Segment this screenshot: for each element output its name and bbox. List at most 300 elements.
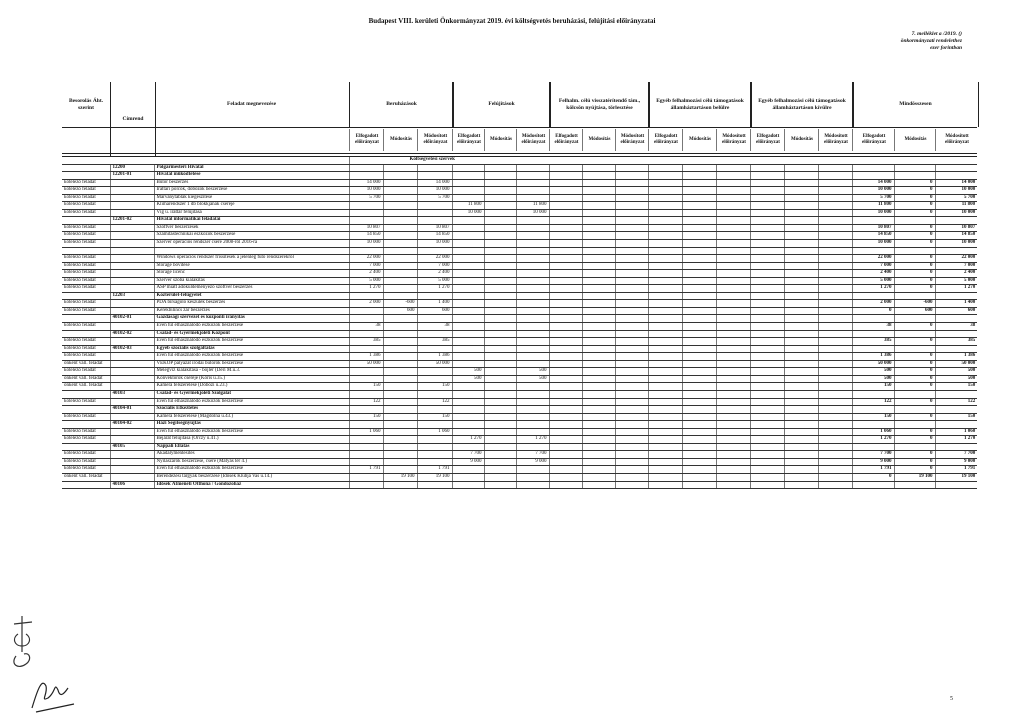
cell-value [549,473,582,481]
cell-value [383,194,417,202]
cell-value: 19 100 [383,473,417,481]
cell-besorolas: kötelező feladat [62,202,110,210]
cell-value [716,466,750,474]
cell-besorolas: kötelező feladat [62,466,110,474]
table-row [62,194,977,202]
cell-value: 10 000 [852,240,894,248]
cell-value [716,436,750,444]
cell-value [484,209,516,217]
sub-header-modositas: Módosítás [383,129,418,151]
cell-value [818,375,852,383]
cell-value [615,255,648,263]
cell-value: 14 850 [852,232,894,240]
cell-value: 9 000 [452,458,484,466]
cell-value: 5 700 [935,194,977,202]
cell-value: 500 [516,368,549,376]
cell-value [750,323,784,331]
cell-value [682,262,716,270]
cell-value: 22 000 [417,255,452,263]
cell-value: 10 000 [452,209,484,217]
cell-value: 0 [894,466,935,474]
cell-value: 10 000 [852,209,894,217]
cell-value [682,443,716,451]
cell-cimrend: 40102-03 [110,345,154,353]
cell-value [750,458,784,466]
sub-header-modositas: Módosítás [682,129,717,151]
cell-value [549,413,582,421]
cell-value [484,398,516,406]
cell-value [615,187,648,195]
section-row [62,330,977,338]
cell-value [349,458,383,466]
cell-besorolas: önként váll. feladat [62,375,110,383]
cell-value [818,179,852,187]
header-beruhazasok: Beruházások [349,82,454,127]
header-mindosszesen: Mindösszesen [852,82,979,127]
cell-value: 1 386 [935,353,977,361]
cell-value [484,481,516,489]
cell-value: 2 000 [349,300,383,308]
cell-value [582,292,615,300]
cell-value [615,194,648,202]
cell-value [750,473,784,481]
cell-value [549,307,582,315]
cell-value [452,323,484,331]
cell-value [648,466,682,474]
section-row [62,390,977,398]
cell-value [648,421,682,429]
cell-value [682,421,716,429]
cell-value [818,202,852,210]
cell-value [549,451,582,459]
cell-value [750,406,784,414]
cell-value [582,202,615,210]
header-felhalm: Felhalm. célú visszatérítendő tám., kölcsön nyújtása, törlesztése [549,82,650,127]
cell-value [716,307,750,315]
cell-value [582,383,615,391]
table-row [62,270,977,278]
cell-besorolas [62,217,110,225]
cell-value [784,270,818,278]
cell-value [383,179,417,187]
cell-value [383,164,417,172]
cell-value [818,164,852,172]
cell-value [784,315,818,323]
cell-besorolas: kötelező feladat [62,345,110,353]
cell-value: 0 [894,224,935,232]
cell-value: 7 000 [417,262,452,270]
cell-value [615,443,648,451]
cell-value [383,428,417,436]
cell-value [549,398,582,406]
cell-value [682,179,716,187]
cell-value [349,292,383,300]
cell-value [818,285,852,293]
cell-value [682,428,716,436]
cell-value [716,292,750,300]
cell-value [750,262,784,270]
cell-value [784,398,818,406]
cell-value: 9 000 [935,458,977,466]
cell-value [516,353,549,361]
cell-value [784,436,818,444]
cell-value [784,323,818,331]
cell-value [648,202,682,210]
cell-value [484,338,516,346]
cell-value: 38 [349,323,383,331]
cell-value [383,315,417,323]
cell-value [452,360,484,368]
cell-value [582,413,615,421]
cell-value [648,436,682,444]
cell-value [452,413,484,421]
cell-value: 500 [516,375,549,383]
cell-value [516,179,549,187]
cell-value [818,262,852,270]
cell-value: 9 000 [516,458,549,466]
cell-besorolas: kötelező feladat [62,285,110,293]
table-row [62,277,977,285]
cell-value [750,413,784,421]
cell-value [852,390,894,398]
cell-value: 0 [894,194,935,202]
cell-value [784,406,818,414]
cell-value: 0 [894,458,935,466]
cell-value [484,262,516,270]
cell-value [452,406,484,414]
cell-value: 11 800 [452,202,484,210]
cell-value [716,300,750,308]
cell-value [516,360,549,368]
cell-value [452,194,484,202]
cell-value [784,300,818,308]
annex-note [842,31,962,52]
cell-value [648,164,682,172]
cell-value [549,443,582,451]
cell-value [648,413,682,421]
cell-cimrend [110,300,154,308]
cell-value: 14 000 [852,179,894,187]
cell-value [549,360,582,368]
cell-value: 10 000 [935,187,977,195]
cell-value [582,451,615,459]
cell-besorolas [62,172,110,180]
cell-value [648,458,682,466]
cell-value [484,473,516,481]
cell-value [818,247,852,255]
cell-value [716,172,750,180]
cell-value [549,481,582,489]
cell-value: 11 800 [852,202,894,210]
cell-value [349,307,383,315]
cell-value [935,164,977,172]
cell-value [452,466,484,474]
cell-value [516,323,549,331]
cell-cimrend [110,209,154,217]
cell-value [516,300,549,308]
table-row [62,300,977,308]
cell-value: 600 [383,307,417,315]
cell-besorolas: kötelező feladat [62,436,110,444]
cell-value: 385 [349,338,383,346]
cell-value [383,240,417,248]
cell-value: 0 [852,473,894,481]
cell-value [818,292,852,300]
cell-value: 500 [935,375,977,383]
cell-besorolas [62,315,110,323]
cell-value: 7 700 [852,451,894,459]
cell-value: 600 [894,307,935,315]
cell-value [784,240,818,248]
cell-value [818,428,852,436]
cell-value [784,428,818,436]
cell-value [682,300,716,308]
cell-value [549,338,582,346]
cell-value: 50 000 [852,360,894,368]
cell-value [349,247,383,255]
cell-value [484,240,516,248]
cell-value [582,224,615,232]
cell-value [417,217,452,225]
cell-value [383,451,417,459]
cell-value: 14 850 [349,232,383,240]
table-header [62,82,977,157]
cell-value: 11 800 [516,202,549,210]
cell-value [484,164,516,172]
cell-feladat: Bútor beszerzés [154,179,349,187]
cell-cimrend [110,270,154,278]
cell-value [549,277,582,285]
cell-value [383,360,417,368]
cell-cimrend: 12200 [110,164,154,172]
cell-value [784,255,818,263]
cell-besorolas: kötelező feladat [62,353,110,361]
cell-value [852,172,894,180]
cell-value: 1 791 [852,466,894,474]
cell-value: 0 [894,436,935,444]
cell-value: 500 [452,375,484,383]
cell-value [516,277,549,285]
cell-value: 150 [417,383,452,391]
sub-header-modositas: Módosítás [894,129,936,151]
cell-value [349,315,383,323]
cell-value [750,436,784,444]
cell-value [582,255,615,263]
cell-cimrend [110,307,154,315]
cell-value [615,421,648,429]
cell-besorolas: kötelező feladat [62,323,110,331]
cell-value [784,443,818,451]
cell-value [648,255,682,263]
cell-cimrend [110,383,154,391]
cell-cimrend [110,247,154,255]
cell-value: 122 [417,398,452,406]
cell-value [582,277,615,285]
sub-header-modositott: Módosított előirányzat [716,129,751,151]
cell-value [383,338,417,346]
cell-value [852,247,894,255]
cell-value [549,179,582,187]
cell-value [784,247,818,255]
cell-value [784,353,818,361]
cell-value: 1 270 [852,436,894,444]
cell-value: 0 [894,360,935,368]
cell-value [383,172,417,180]
cell-feladat: Házi Segítségnyújtás [154,421,349,429]
cell-cimrend: 40103 [110,390,154,398]
cell-value [750,383,784,391]
cell-value [648,360,682,368]
cell-feladat: Konvektorok cseréje (Kőris u.35.) [154,375,349,383]
cell-value: 5 700 [417,194,452,202]
cell-value: 19 100 [894,473,935,481]
cell-value: 7 700 [516,451,549,459]
section-title: Költségvetési szervek [349,157,977,164]
cell-value: 10 807 [935,224,977,232]
cell-value [452,292,484,300]
cell-feladat: Hivatal informatikai feladatai [154,217,349,225]
table-row [62,368,977,376]
cell-value [784,172,818,180]
cell-value [818,307,852,315]
cell-value [935,172,977,180]
cell-value [484,315,516,323]
cell-value [852,292,894,300]
cell-value [784,224,818,232]
cell-value [648,232,682,240]
table-row [62,179,977,187]
cell-value [582,398,615,406]
cell-value [582,285,615,293]
cell-besorolas: kötelező feladat [62,300,110,308]
cell-cimrend [110,428,154,436]
cell-cimrend [110,375,154,383]
signature [28,668,78,718]
cell-value [818,345,852,353]
cell-value [818,209,852,217]
cell-value [516,224,549,232]
cell-besorolas: kötelező feladat [62,338,110,346]
cell-value [516,240,549,248]
cell-value [716,179,750,187]
cell-value: 10 807 [417,224,452,232]
cell-value [615,383,648,391]
cell-value: 1 270 [935,436,977,444]
cell-value [549,240,582,248]
cell-value [935,330,977,338]
cell-value: 0 [894,451,935,459]
cell-value: 150 [935,383,977,391]
cell-value [818,451,852,459]
cell-value [582,194,615,202]
cell-value [716,338,750,346]
cell-value: 600 [935,307,977,315]
cell-value: 0 [894,179,935,187]
sub-header-modositas: Módosítás [582,129,616,151]
cell-value [452,421,484,429]
cell-value [615,307,648,315]
cell-value [516,398,549,406]
cell-value: 50 000 [935,360,977,368]
cell-value [349,202,383,210]
cell-value [383,383,417,391]
cell-besorolas: önként váll. feladat [62,383,110,391]
cell-value [417,164,452,172]
cell-value: 10 807 [349,224,383,232]
cell-value [750,338,784,346]
cell-feladat: Szociális Étkeztetés [154,406,349,414]
cell-besorolas: kötelező feladat [62,368,110,376]
cell-cimrend: 40106 [110,481,154,489]
cell-value [484,270,516,278]
cell-value [582,458,615,466]
cell-feladat: Szerver operációs rendszer csere 2008-ról 2016-ra [154,240,349,248]
cell-value [784,202,818,210]
cell-value [615,202,648,210]
cell-value [682,307,716,315]
cell-value [716,443,750,451]
cell-feladat: Éven túl elhasználódó eszközök beszerzése [154,466,349,474]
section-row [62,406,977,414]
cell-value: 0 [894,202,935,210]
cell-value [484,345,516,353]
sub-header-elfogadott: Elfogadott előirányzat [852,129,895,151]
cell-value: 1 400 [935,300,977,308]
cell-value [516,164,549,172]
cell-cimrend [110,202,154,210]
cell-besorolas: kötelező feladat [62,451,110,459]
cell-besorolas: kötelező feladat [62,179,110,187]
cell-value [417,375,452,383]
cell-value [383,209,417,217]
cell-value [682,209,716,217]
table-row [62,436,977,444]
cell-value [716,481,750,489]
cell-value: 7 000 [935,262,977,270]
cell-value [716,383,750,391]
section-row [62,315,977,323]
cell-value [582,187,615,195]
cell-value [484,353,516,361]
cell-value [818,194,852,202]
cell-value: 5 000 [935,277,977,285]
cell-value [682,436,716,444]
table-row [62,224,977,232]
cell-value [549,436,582,444]
cell-value [648,240,682,248]
cell-cimrend [110,255,154,263]
cell-value: 11 800 [935,202,977,210]
cell-value [582,247,615,255]
cell-value [549,255,582,263]
cell-value [716,285,750,293]
cell-value [682,473,716,481]
cell-value [516,315,549,323]
cell-value [516,473,549,481]
cell-value [484,390,516,398]
cell-besorolas: kötelező feladat [62,270,110,278]
cell-value [716,368,750,376]
cell-value: 500 [935,368,977,376]
cell-value [549,262,582,270]
cell-cimrend: 12201-01 [110,172,154,180]
header-rule [62,127,977,128]
section-title-row [62,157,977,164]
cell-value [383,345,417,353]
cell-value [784,330,818,338]
cell-value [484,368,516,376]
cell-value [452,428,484,436]
